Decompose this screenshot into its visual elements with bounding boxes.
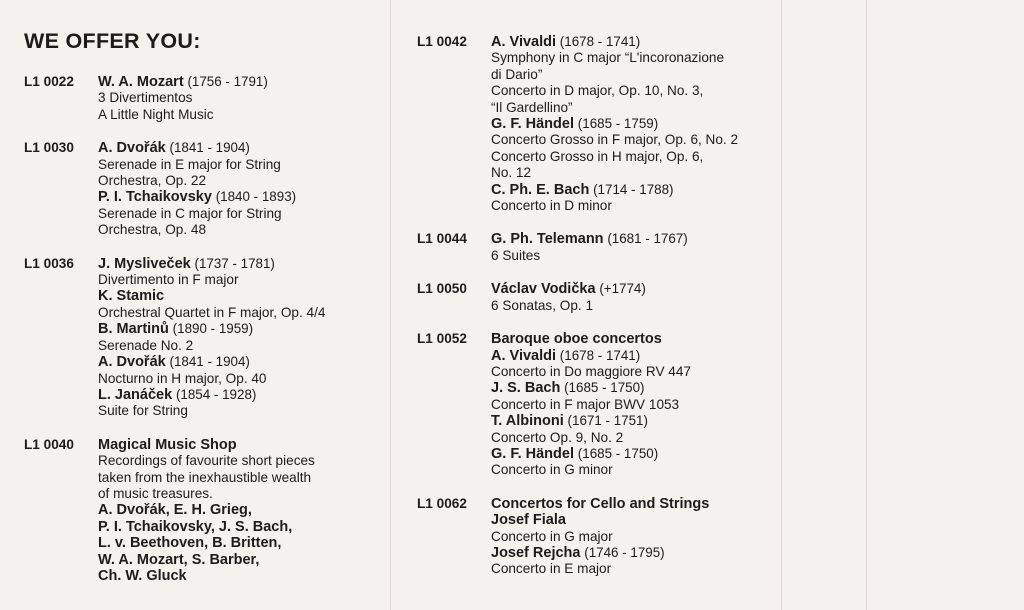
work-description: Serenade No. 2 <box>98 337 194 353</box>
entry-details <box>491 496 777 578</box>
work-description: Concerto in G minor <box>491 462 613 478</box>
entry-details <box>491 34 777 214</box>
composer-line <box>98 288 384 304</box>
composer-name: B. Martinů <box>98 321 169 338</box>
work-description: Concerto Op. 9, No. 2 <box>491 429 624 445</box>
entry-line <box>491 165 777 181</box>
composer-line <box>98 189 384 205</box>
work-description: Recordings of favourite short pieces <box>98 453 315 469</box>
entry-details <box>491 331 777 479</box>
entry-line <box>491 100 777 116</box>
catalog-number: L1 0022 <box>24 74 74 89</box>
entry-details <box>98 437 384 585</box>
entry-line <box>98 470 384 486</box>
entry-details <box>491 281 777 314</box>
composer-name: L. Janáček <box>98 386 173 403</box>
composer-name: A. Dvořák <box>98 354 166 371</box>
catalog-number: L1 0044 <box>417 231 467 247</box>
work-description: Concerto Grosso in H major, Op. 6, <box>491 148 704 164</box>
album-title: Ch. W. Gluck <box>98 567 187 584</box>
entry-line <box>491 331 777 347</box>
entry-line <box>98 502 384 518</box>
composer-name: J. Mysliveček <box>98 255 191 272</box>
album-title: Baroque oboe concertos <box>491 331 662 348</box>
entry-line <box>491 132 777 148</box>
composer-name: A. Dvořák <box>98 140 166 157</box>
entry-line <box>98 305 384 321</box>
entry-line <box>98 206 384 222</box>
catalog-number: L1 0052 <box>417 331 467 347</box>
composer-dates: (1841 - 1904) <box>169 140 250 156</box>
composer-dates: (1890 - 1959) <box>172 321 254 337</box>
composer-name: W. A. Mozart <box>98 74 184 90</box>
composer-dates: (1678 - 1741) <box>559 347 641 363</box>
album-title: W. A. Mozart, S. Barber, <box>98 551 260 568</box>
catalog-entry <box>24 437 384 585</box>
work-description: Concerto Grosso in F major, Op. 6, No. 2 <box>491 132 739 148</box>
composer-line <box>491 413 777 429</box>
composer-name: C. Ph. E. Bach <box>491 181 590 198</box>
composer-name: T. Albinoni <box>491 413 564 430</box>
composer-line <box>98 321 384 337</box>
entry-line <box>98 157 384 173</box>
work-description: 3 Divertimentos <box>98 90 193 106</box>
composer-line <box>491 348 777 364</box>
work-description: Suite for String <box>98 403 188 419</box>
catalog-number: L1 0042 <box>417 34 467 49</box>
album-title: A. Dvořák, E. H. Grieg, <box>98 502 252 519</box>
entry-line <box>491 430 777 446</box>
entry-details <box>98 74 384 123</box>
entry-line <box>491 529 777 545</box>
composer-name: Josef Fiala <box>491 512 566 529</box>
work-description: Orchestra, Op. 48 <box>98 222 207 238</box>
catalog-number: L1 0040 <box>24 436 74 452</box>
entry-line <box>491 561 777 577</box>
composer-dates: (1756 - 1791) <box>187 74 268 89</box>
entry-line <box>491 462 777 478</box>
composer-line <box>98 387 384 403</box>
catalog-entry <box>417 281 777 314</box>
work-description: 6 Sonatas, Op. 1 <box>491 297 594 313</box>
work-description: A Little Night Music <box>98 106 214 122</box>
entry-line <box>491 496 777 512</box>
left-fold-line <box>390 0 391 610</box>
composer-name: K. Stamic <box>98 288 165 305</box>
composer-line <box>98 140 384 156</box>
composer-dates: (1714 - 1788) <box>593 181 674 197</box>
catalog-number: L1 0050 <box>417 281 467 297</box>
entry-line <box>98 371 384 387</box>
composer-name: G. F. Händel <box>491 116 574 133</box>
work-description: Divertimento in F major <box>98 272 239 288</box>
work-description: 6 Suites <box>491 247 541 263</box>
entry-line <box>98 453 384 469</box>
composer-line <box>98 354 384 370</box>
work-description: Orchestral Quartet in F major, Op. 4/4 <box>98 304 326 320</box>
entry-details <box>491 231 777 264</box>
composer-name: A. Vivaldi <box>491 347 557 364</box>
work-description: Concerto in G major <box>491 528 613 544</box>
composer-name: Josef Rejcha <box>491 544 581 561</box>
catalog-number: L1 0062 <box>417 495 467 511</box>
catalog-number: L1 0030 <box>24 140 74 156</box>
right-fold-line <box>866 0 867 610</box>
composer-name: G. F. Händel <box>491 445 574 462</box>
composer-name: A. Vivaldi <box>491 34 557 50</box>
work-description: No. 12 <box>491 165 532 181</box>
left-entry-list <box>24 74 384 584</box>
composer-dates: (+1774) <box>599 281 646 297</box>
entry-line <box>491 198 777 214</box>
composer-line <box>491 281 777 297</box>
work-description: Nocturno in H major, Op. 40 <box>98 370 267 386</box>
catalog-entry <box>24 140 384 238</box>
work-description: Symphony in C major “L'incoronazione <box>491 50 725 66</box>
page-title: WE OFFER YOU: <box>24 29 201 53</box>
entry-line <box>98 222 384 238</box>
catalog-entry <box>417 331 777 479</box>
composer-line <box>98 256 384 272</box>
entry-line <box>98 437 384 453</box>
album-title: L. v. Beethoven, B. Britten, <box>98 535 282 552</box>
work-description: Concerto in F major BWV 1053 <box>491 396 680 412</box>
work-description: di Dario” <box>491 66 543 82</box>
composer-line <box>491 231 777 247</box>
composer-line <box>491 182 777 198</box>
composer-dates: (1681 - 1767) <box>607 231 688 247</box>
work-description: Serenade in E major for String <box>98 156 281 172</box>
composer-dates: (1685 - 1750) <box>564 380 645 396</box>
work-description: Concerto in E major <box>491 561 612 577</box>
composer-name: G. Ph. Telemann <box>491 231 604 248</box>
album-title: Concertos for Cello and Strings <box>491 495 710 512</box>
composer-dates: (1854 - 1928) <box>175 386 257 402</box>
entry-line <box>491 67 777 83</box>
entry-line <box>98 90 384 106</box>
entry-line <box>491 248 777 264</box>
composer-dates: (1685 - 1750) <box>577 445 659 461</box>
entry-line <box>98 173 384 189</box>
album-title: P. I. Tchaikovsky, J. S. Bach, <box>98 518 293 535</box>
entry-line <box>491 50 777 66</box>
composer-dates: (1678 - 1741) <box>559 34 641 49</box>
entry-line <box>98 338 384 354</box>
work-description: Concerto in D minor <box>491 198 612 214</box>
entry-details <box>98 256 384 420</box>
catalog-entry <box>417 231 777 264</box>
right-entry-list <box>417 34 777 578</box>
composer-dates: (1841 - 1904) <box>169 354 250 370</box>
work-description: Concerto in D major, Op. 10, No. 3, <box>491 83 704 99</box>
entry-line <box>491 149 777 165</box>
composer-dates: (1746 - 1795) <box>584 544 665 560</box>
work-description: Concerto in Do maggiore RV 447 <box>491 363 691 379</box>
middle-fold-line <box>781 0 782 610</box>
composer-line <box>491 545 777 561</box>
composer-line <box>491 380 777 396</box>
catalog-entry <box>24 74 384 123</box>
composer-line <box>491 34 777 50</box>
composer-line <box>491 116 777 132</box>
left-column <box>24 0 384 584</box>
composer-name: P. I. Tchaikovsky <box>98 189 212 206</box>
entry-line <box>98 568 384 584</box>
entry-line <box>491 83 777 99</box>
composer-name: J. S. Bach <box>491 380 561 397</box>
right-column <box>417 0 777 578</box>
catalog-entry <box>417 34 777 214</box>
composer-dates: (1737 - 1781) <box>194 255 275 271</box>
entry-line <box>98 535 384 551</box>
entry-line <box>98 272 384 288</box>
entry-line <box>491 298 777 314</box>
composer-dates: (1671 - 1751) <box>567 413 648 429</box>
entry-line <box>98 519 384 535</box>
work-description: of music treasures. <box>98 485 213 501</box>
entry-line <box>98 403 384 419</box>
entry-line <box>98 107 384 123</box>
composer-line <box>491 512 777 528</box>
composer-dates: (1840 - 1893) <box>215 189 297 205</box>
catalog-number: L1 0036 <box>24 255 74 271</box>
catalog-entry <box>417 496 777 578</box>
work-description: taken from the inexhaustible wealth <box>98 469 312 485</box>
entry-line <box>491 364 777 380</box>
composer-dates: (1685 - 1759) <box>577 116 659 132</box>
album-title: Magical Music Shop <box>98 436 237 453</box>
catalog-entry <box>24 256 384 420</box>
entry-line <box>98 552 384 568</box>
composer-line <box>491 446 777 462</box>
work-description: Serenade in C major for String <box>98 205 282 221</box>
entry-line <box>491 397 777 413</box>
entry-details <box>98 140 384 238</box>
work-description: Orchestra, Op. 22 <box>98 173 207 189</box>
composer-name: Václav Vodička <box>491 281 596 298</box>
composer-line <box>98 74 384 90</box>
entry-line <box>98 486 384 502</box>
work-description: “Il Gardellino” <box>491 99 573 115</box>
